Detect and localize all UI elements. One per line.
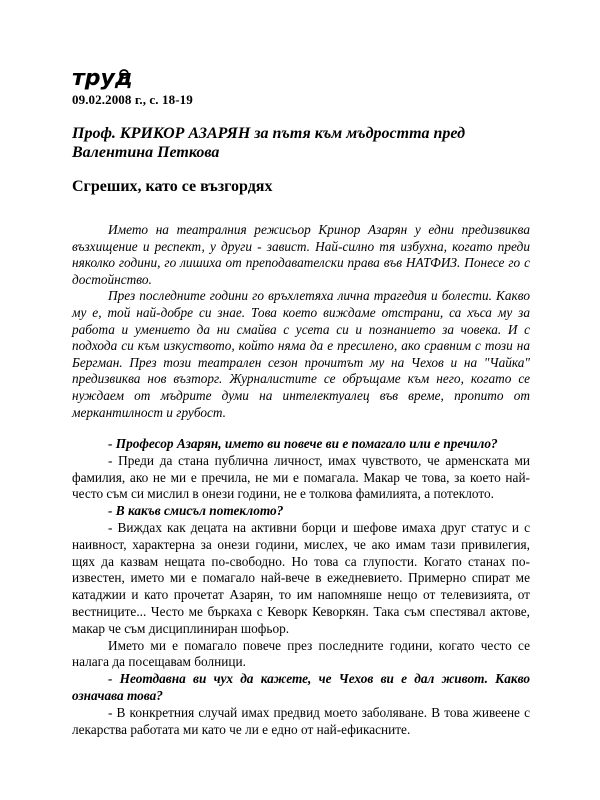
interview-answer: - Преди да стана публична личност, имах чувството, че арменската ми фамилия, ако не ми е пречила, не ми е помагала. Макар че това, за което най-често съм си мислил в онези години, не е толкова фамилията, а потеклото. xyxy=(72,452,530,502)
interview-question: - Професор Азарян, името ви повече ви е помагало или е пречило? xyxy=(108,436,498,451)
lead-paragraph: През последните години го връхлетяха лична трагедия и болести. Какво му е, той най-добре си знае. Това което виждаме отстрани, са хъса му за работа и умението да ни смайва с усета си и познанието за човека. И с подхода си към изкуството, който няма да е пресилено, ако сравним с този на Бергман. През този театрален сезон прочитът му на Чехов и на "Чайка" предизвиква нов възторг. Журналистите се обръщаме към него, когато се нуждаем от мъдрите думи на интелектуалец във време, пропито от меркантилност и грубост. xyxy=(72,288,530,420)
interview-answer: Името ми е помагало повече през последните години, когато често се налага да посещавам болници. xyxy=(72,637,530,670)
interview-question: - В какъв смисъл потеклото? xyxy=(108,503,284,519)
trud-logo-icon xyxy=(72,65,138,91)
interview-answer: - В конкретния случай имах предвид моето заболяване. В това живеене с лекарства работата ми като че ли е едно от най-ефикасните. xyxy=(72,704,530,737)
article-lead xyxy=(72,222,530,421)
interview-body xyxy=(72,436,530,738)
interview-question: - Неотдавна ви чух да кажете, че Чехов ви е дал живот. Какво означава това? xyxy=(72,671,530,703)
newspaper-logo xyxy=(72,65,138,91)
svg-text:труд: труд xyxy=(72,66,133,91)
article-subtitle: Сгреших, като се възгордях xyxy=(72,178,273,195)
interview-answer: - Виждах как децата на активни борци и шефове имаха друг статус и с наивност, характерна за онези години, мислех, че ако имам тази привилегия, щях да казвам нещата по-свободно. Но това са глупости. Когато станах по-известен, името ми е помагало най-вече в ежедневието. Примерно спират ме катаджии и като прочетат Азарян, то им напомняше нещо от телевизията, от вестниците... Често ме бъркаха с Кеворк Кеворкян. Така съм спестявал актове, макар че съм дисциплиниран шофьор. xyxy=(72,519,530,636)
publication-source: 09.02.2008 г., с. 18-19 xyxy=(72,92,193,107)
lead-paragraph: Името на театралния режисьор Кринор Азарян у едни предизвиква възхищение и респект, у други - завист. Най-силно тя избухна, когато преди няколко години, го лишиха от преподавателски права във НАТФИЗ. Понесе го с достойнство. xyxy=(72,222,530,287)
article-title: Проф. КРИКОР АЗАРЯН за пътя към мъдростта пред Валентина Петкова xyxy=(72,125,466,161)
